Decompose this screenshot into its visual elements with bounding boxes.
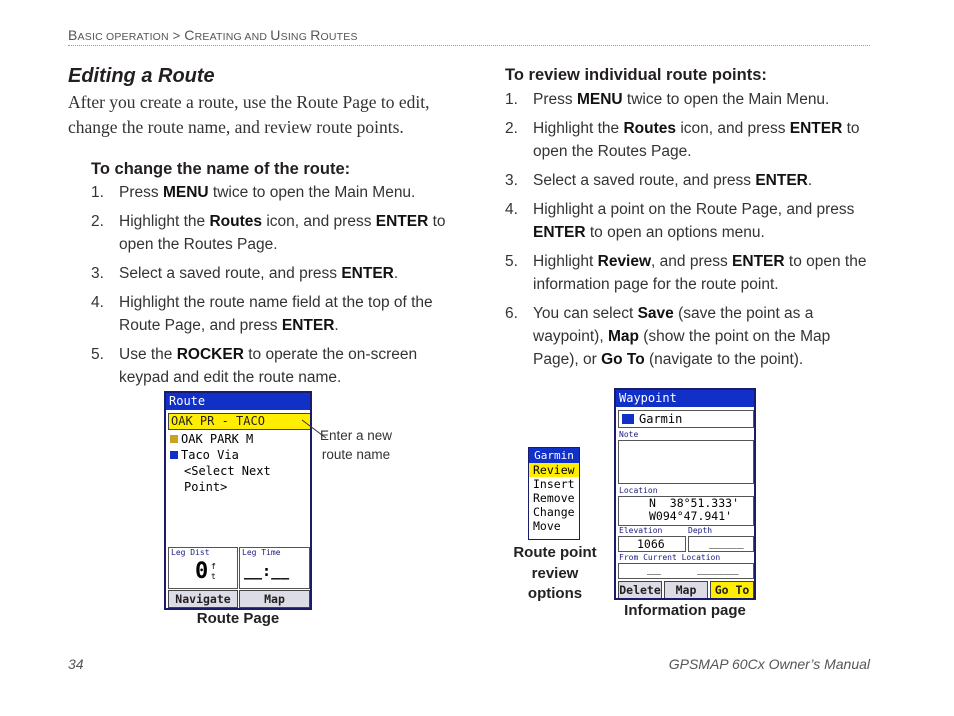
options-menu-list [529,463,579,533]
step-item [91,262,453,285]
step-item [505,198,875,244]
header-sub-initial-c: C [184,27,195,43]
depth-label: Depth [688,526,713,535]
distance-value: ______ [697,561,739,575]
step-text: to operate the on-screen keypad and edit the route name. [119,346,418,386]
waypoint-title-bar: Waypoint [616,390,754,407]
header-sub-part-3: OUTES [320,31,358,43]
step-text: . [393,265,399,282]
elevation-field[interactable] [618,536,686,552]
map-button[interactable]: Map [664,581,708,599]
step-text: You can select [533,305,638,322]
from-current-location-field [618,563,754,579]
step-text: (save the point as a waypoint), [533,305,814,345]
step-item [91,291,453,337]
step-keyword: MENU [576,91,623,108]
step-item [505,88,875,111]
route-point-item[interactable]: <Select Next Point> [184,464,271,494]
leg-dist-unit-bottom: t [211,572,216,581]
step-keyword: Routes [209,213,263,230]
header-sub-initial-r: R [310,27,321,43]
step-text: . [334,317,339,334]
bearing-value: __ [647,561,661,575]
header-rule [68,45,870,46]
step-keyword: ENTER [533,224,586,241]
note-field[interactable] [618,440,754,484]
header-sub-part-1: REATING AND [194,31,271,43]
header-sub-initial-u: U [270,27,281,43]
longitude: W094°47.941' [649,509,733,523]
step-keyword: ENTER [375,213,429,230]
header-sub-part-2: SING [280,31,311,43]
step-text: Press [533,91,577,108]
step-text: (navigate to the point). [644,351,804,368]
option-review[interactable]: Review [529,463,579,477]
elevation-label: Elevation [619,526,663,535]
header-separator: > [172,28,181,43]
step-keyword: ENTER [789,120,843,137]
map-button[interactable]: Map [239,590,310,608]
step-item [91,343,453,389]
option-insert[interactable]: Insert [533,477,575,491]
route-name-callout: Enter a new route name [319,428,393,462]
note-label: Note [619,430,639,439]
header-section: ASIC OPERATION [77,31,169,43]
leg-dist-box [168,547,238,589]
delete-button[interactable]: Delete [619,583,661,597]
step-keyword: ENTER [732,253,785,270]
step-keyword: Routes [623,120,677,137]
step-keyword: Review [597,253,652,270]
step-keyword: MENU [162,184,209,201]
step-keyword: Map [607,328,639,345]
go-to-button[interactable]: Go To [710,581,754,599]
step-text: to open the information page for the route point. [533,253,867,293]
right-steps-list [505,88,875,377]
step-keyword: Go To [601,351,645,368]
option-change[interactable]: Change [533,505,575,519]
step-text: Highlight [533,253,598,270]
step-item [91,210,453,256]
flag-icon [170,451,178,459]
step-number: 5. [505,253,518,270]
step-keyword: ENTER [341,265,394,282]
running-header [68,27,358,43]
step-number: 5. [91,346,104,363]
step-item [505,302,875,371]
leg-time-box [239,547,310,589]
leg-dist-unit-top: f [211,562,216,571]
step-text: icon, and press [676,120,790,137]
step-item [91,181,453,204]
depth-field[interactable] [688,536,754,552]
step-text: to open the Routes Page. [119,213,446,253]
left-procedure-heading: To change the name of the route: [91,160,351,178]
route-point-item[interactable]: Taco Via [170,447,310,463]
step-text: . [807,172,813,189]
step-text: Highlight the [533,120,624,137]
step-text: to open an options menu. [585,224,765,241]
leg-time-value: __:__ [244,562,290,580]
options-menu-title: Garmin [529,448,579,463]
options-menu-caption: Route point review options [513,544,597,602]
waypoint-name: Garmin [639,412,683,426]
flag-icon [622,414,634,424]
route-name-field[interactable]: OAK PR - TACO [168,413,312,430]
page-number: 34 [68,656,84,672]
step-text: Highlight the [119,213,210,230]
step-text: Press [119,184,163,201]
left-steps-list [91,181,453,395]
waypoint-info-screen [614,388,756,600]
option-move[interactable]: Move [533,519,561,533]
leg-dist-label: Leg Dist [171,548,210,557]
step-text: to open the Routes Page. [533,120,860,160]
route-page-screen [164,391,312,610]
right-procedure-heading: To review individual route points: [505,66,767,84]
route-point-options-menu [528,447,580,540]
location-field[interactable] [618,496,754,526]
from-current-location-label: From Current Location [619,553,721,562]
information-page-caption: Information page [624,602,746,619]
step-number: 6. [505,305,518,322]
route-page-caption: Route Page [196,610,280,627]
navigate-button[interactable]: Navigate [168,590,238,608]
step-keyword: ENTER [755,172,808,189]
step-keyword: ENTER [281,317,335,334]
route-point-item[interactable]: OAK PARK M [170,431,310,447]
step-number: 2. [91,213,104,230]
step-number: 3. [91,265,104,282]
step-number: 4. [91,294,104,311]
step-keyword: Save [637,305,674,322]
section-heading: Editing a Route [68,65,215,87]
route-points-list [170,431,310,495]
location-label: Location [619,486,658,495]
manual-title: GPSMAP 60Cx Owner’s Manual [668,656,870,672]
step-number: 3. [505,172,518,189]
step-text: Highlight a point on the Route Page, and press [533,201,855,218]
waypoint-name-field[interactable] [618,410,754,428]
step-text: twice to open the Main Menu. [622,91,830,108]
step-item [505,250,875,296]
lock-icon [170,435,178,443]
step-item [505,169,875,192]
leg-time-label: Leg Time [242,548,281,557]
step-text: , and press [651,253,733,270]
header-section-initial: B [68,27,78,43]
step-text: Select a saved route, and press [119,265,342,282]
step-keyword: ROCKER [176,346,244,363]
step-text: Select a saved route, and press [533,172,756,189]
step-number: 4. [505,201,518,218]
step-number: 1. [91,184,104,201]
step-text: twice to open the Main Menu. [208,184,416,201]
step-item [505,117,875,163]
step-text: Highlight the route name field at the top of the Route Page, and press [119,294,433,334]
leg-dist-value: 0 [195,559,209,584]
step-number: 2. [505,120,518,137]
step-text: icon, and press [262,213,376,230]
option-remove[interactable]: Remove [533,491,575,505]
step-text: Use the [119,346,177,363]
route-title-bar: Route [166,393,310,410]
step-number: 1. [505,91,518,108]
intro-paragraph: After you create a route, use the Route Page to edit, change the route name, and review route points. [68,92,430,137]
step-text: (show the point on the Map Page), or [533,328,831,368]
latitude: N 38°51.333' [649,496,740,510]
elevation-value: 1066 [637,537,665,551]
depth-value: _____ [709,535,744,549]
